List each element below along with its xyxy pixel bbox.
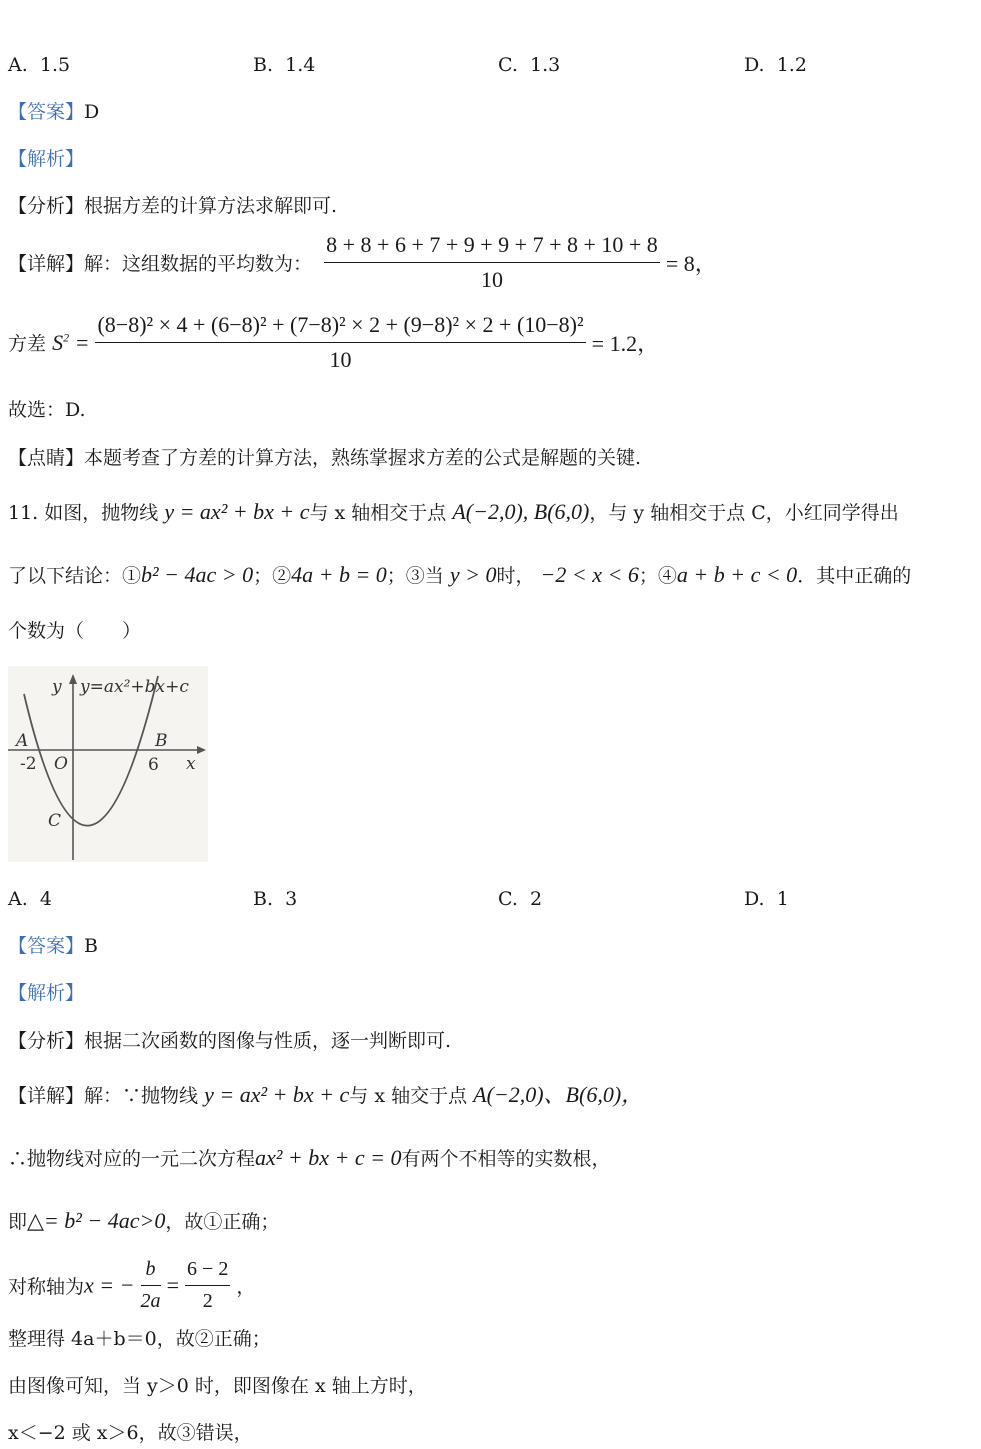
- graph-y-label: y: [52, 677, 62, 697]
- graph-eq-label: y=ax²+bx+c: [80, 677, 189, 697]
- q11-fenxi: 【分析】根据二次函数的图像与性质，逐一判断即可.: [8, 1030, 452, 1052]
- q10-option-a: A. 1.5: [8, 54, 71, 76]
- axis-fraction-1: $\frac{b}{2a}$: [140, 1258, 161, 1312]
- q10-variance: 方差 $S^2$ = $\frac{\text{(8−8)² × 4 + (6−8)² + (7−8)² × 2 + (9−8)² × 2 + (10−8)²}}{10}$ = 1.2，: [8, 312, 660, 372]
- q11-step6: x＜−2 或 x＞6，故③错误，: [8, 1422, 253, 1444]
- q11-option-b: B. 3: [253, 888, 298, 910]
- q11-stem-line2: 了以下结论：①b² − 4ac > 0；②4a + b = 0；③当 y > 0时， −2 < x < 6；④a + b + c < 0．其中正确的: [8, 562, 912, 587]
- q11-step3: 对称轴为x = − $\frac{b}{2a}$ = $\frac{6 - 2}{2}$ ，: [8, 1258, 256, 1312]
- q11-step2: 即△= b² − 4ac>0，故①正确；: [8, 1208, 280, 1233]
- graph-label-6: 6: [148, 755, 159, 775]
- graph-label-b: B: [155, 731, 168, 751]
- q10-fenxi: 【分析】根据方差的计算方法求解即可.: [8, 195, 338, 217]
- q11-stem-line1: 11. 如图，抛物线 y = ax² + bx + c与 x 轴相交于点 A(−2,0), B(6,0)，与 y 轴相交于点 C，小红同学得出: [8, 499, 899, 524]
- mean-fraction: $\frac{8 + 8 + 6 + 7 + 9 + 9 + 7 + 8 + 10 + 8}{10}$: [326, 232, 658, 292]
- graph-label-c: C: [48, 811, 62, 831]
- q11-option-d: D. 1: [744, 888, 789, 910]
- q11-detail: 【详解】解：∵抛物线 y = ax² + bx + c与 x 轴交于点 A(−2,0)、B(6,0)，: [8, 1082, 644, 1107]
- q11-option-a: A. 4: [8, 888, 52, 910]
- graph-x-label: x: [186, 754, 196, 774]
- q10-option-c: C. 1.3: [498, 54, 561, 76]
- q11-step4: 整理得 4a＋b＝0，故②正确；: [8, 1328, 271, 1350]
- axis-fraction-2: $\frac{6 - 2}{2}$: [187, 1258, 229, 1312]
- q11-stem-line3: 个数为（ ）: [8, 620, 142, 642]
- q11-step1: ∴抛物线对应的一元二次方程ax² + bx + c = 0有两个不相等的实数根，: [8, 1145, 611, 1170]
- q11-answer: 【答案】B: [8, 935, 98, 957]
- q10-choose: 故选：D.: [8, 399, 86, 421]
- graph-label-a: A: [16, 731, 29, 751]
- q10-detail: 【详解】解：这组数据的平均数为： $\frac{8 + 8 + 6 + 7 + 9 + 9 + 7 + 8 + 10 + 8}{10}$ = 8，: [8, 232, 717, 292]
- q11-option-c: C. 2: [498, 888, 543, 910]
- graph-label-o: O: [54, 754, 68, 774]
- q11-analysis-tag: 【解析】: [8, 982, 85, 1004]
- q10-answer: 【答案】D: [8, 101, 100, 123]
- graph-label-neg2: -2: [20, 754, 37, 774]
- variance-fraction: $\frac{\text{(8−8)² × 4 + (6−8)² + (7−8)² × 2 + (9−8)² × 2 + (10−8)²}}{10}$: [97, 312, 584, 372]
- q10-option-d: D. 1.2: [744, 54, 807, 76]
- q10-dianjing: 【点睛】本题考查了方差的计算方法，熟练掌握求方差的公式是解题的关键.: [8, 447, 642, 469]
- q11-step5: 由图像可知，当 y＞0 时，即图像在 x 轴上方时，: [8, 1375, 427, 1397]
- q10-analysis-tag: 【解析】: [8, 148, 85, 170]
- parabola-graph: [8, 666, 208, 862]
- q10-option-b: B. 1.4: [253, 54, 316, 76]
